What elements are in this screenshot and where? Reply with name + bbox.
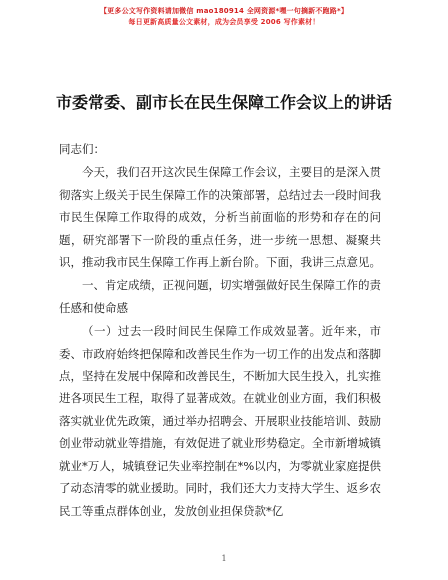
page-number: 1	[221, 554, 227, 563]
paragraph-intro: 今天，我们召开这次民生保障工作会议，主要目的是深入贯彻落实上级关于民生保障工作的决策部署，总结过去一段时间我市民生保障工作取得的成效，分析当前面临的形势和存在的问题，研究部署下一阶段的重点任务，进一步统一思想、凝聚共识，推动我市民生保障工作再上新台阶。下面，我讲三点意见。	[59, 165, 381, 270]
salutation: 同志们：	[59, 142, 105, 156]
document-title: 市委常委、副市长在民生保障工作会议上的讲话	[55, 93, 392, 112]
promo-banner-line-2: 每日更新高质量公文素材，成为会员享受 2006 写作素材！	[128, 18, 320, 26]
promo-banner	[0, 6, 448, 28]
section-heading-1: 一、肯定成绩，正视问题，切实增强做好民生保障工作的责任感和使命感	[59, 278, 381, 315]
promo-banner-line-1: 【更多公文写作资料请加微信 mao180914 全网资源*嘿一句摘新不跑路*】	[99, 7, 349, 15]
paragraph-achievements: （一）过去一段时间民生保障工作成效显著。近年来，市委、市政府始终把保障和改善民生作为一切工作的出发点和落脚点，坚持在发展中保障和改善民生，不断加大民生投入，扎实推进各项民生工程，取得了显著成效。在就业创业方面，我们积极落实就业优先政策，通过举办招聘会、开展职业技能培训、鼓励创业带动就业等措施，有效促进了就业形势稳定。全市新增城镇就业*万人，城镇登记失业率控制在*%以内，为零就业家庭提供了动态清零的就业援助。同时，我们还大力支持大学生、返乡农民工等重点群体创业，发放创业担保贷款*亿	[59, 324, 381, 518]
document-body	[59, 138, 381, 523]
